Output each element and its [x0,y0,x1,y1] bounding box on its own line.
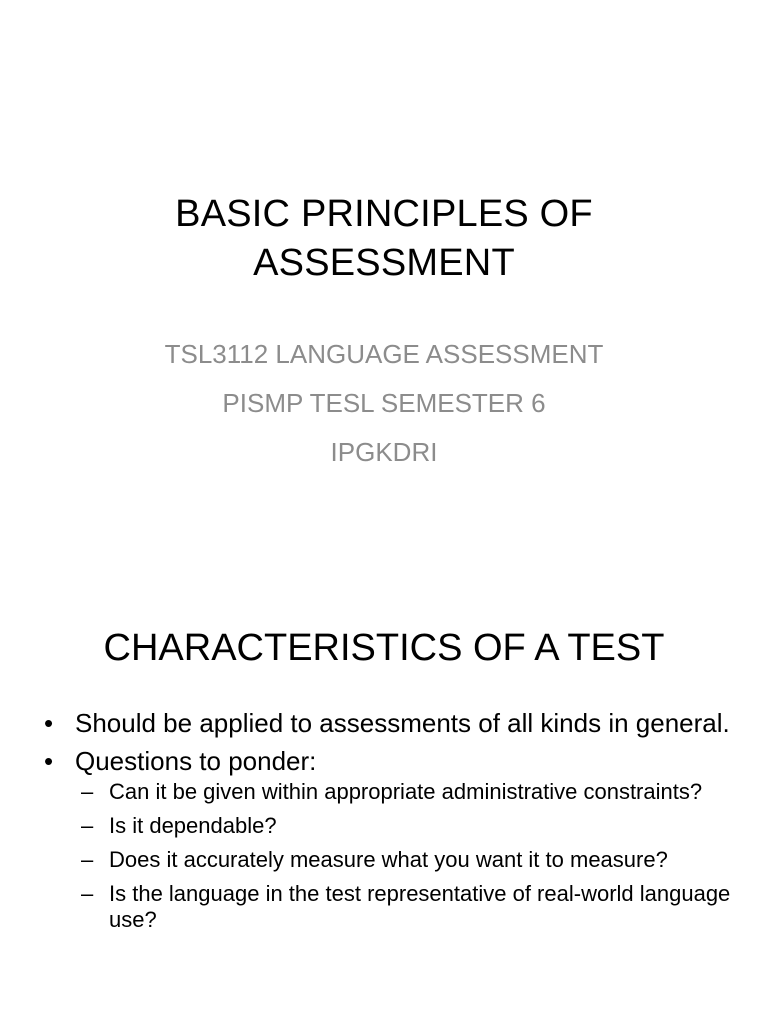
title-line: BASIC PRINCIPLES OF [175,193,593,235]
bullet-list [44,708,744,941]
sub-bullet-item [71,847,744,873]
sub-bullet-text: Is it dependable? [109,813,277,838]
subtitle-line-program: PISMP TESL SEMESTER 6 [222,388,546,418]
slide-title [0,190,768,288]
sub-bullet-text: Is the language in the test representative of real-world language use? [109,881,731,932]
content-slide [0,576,768,1024]
dash-marker: – [81,847,94,872]
bullet-text: Questions to ponder: [75,746,317,776]
sub-bullet-text: Does it accurately measure what you want it to measure? [109,847,668,872]
bullet-item [44,708,744,739]
sub-bullet-item [71,813,744,839]
bullet-text: Should be applied to assessments of all kinds in general. [75,708,730,738]
title-line: ASSESSMENT [253,242,515,284]
sub-bullet-list [71,779,744,933]
bullet-marker: • [44,746,54,776]
dash-marker: – [81,813,94,838]
bullet-item [44,746,744,933]
subtitle-line-course: TSL3112 LANGUAGE ASSESSMENT [164,339,604,369]
dash-marker: – [81,779,94,804]
slide-subtitle [0,330,768,477]
sub-bullet-text: Can it be given within appropriate administrative constraints? [109,779,703,804]
subtitle-line-institution: IPGKDRI [330,437,438,467]
slide-title: CHARACTERISTICS OF A TEST [103,627,665,669]
dash-marker: – [81,881,94,906]
bullet-marker: • [44,708,54,738]
sub-bullet-item [71,779,744,805]
sub-bullet-item [71,881,744,933]
